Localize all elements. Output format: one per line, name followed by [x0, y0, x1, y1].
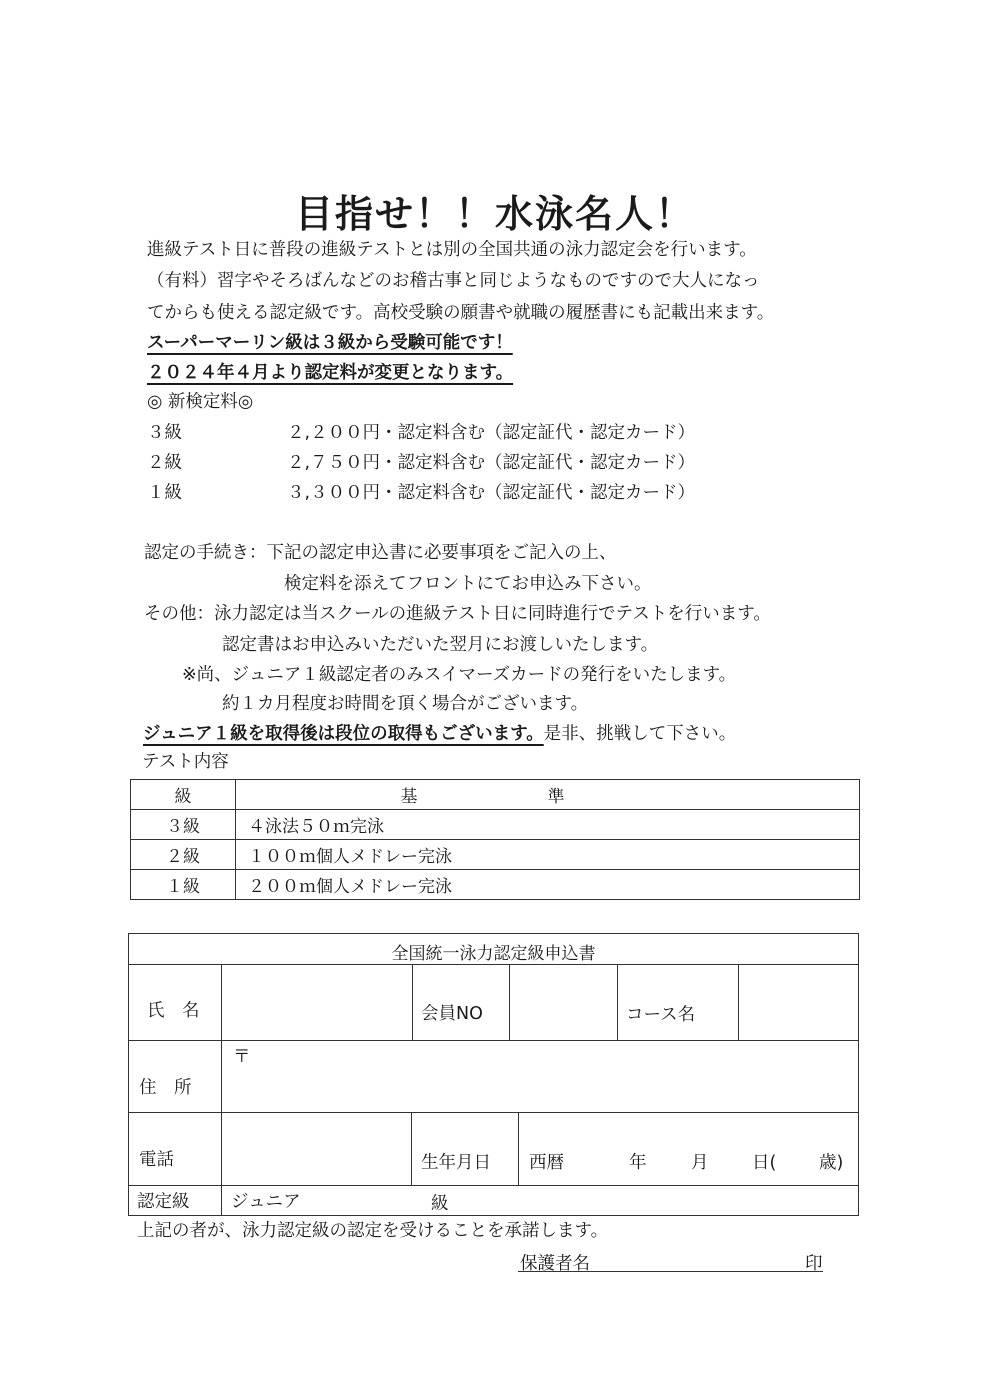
form-divider	[738, 964, 739, 1040]
fee-heading: ◎ 新検定料◎	[147, 392, 254, 412]
name-label: 氏 名	[147, 1001, 200, 1021]
test-table	[130, 779, 860, 900]
form-divider	[129, 1112, 858, 1113]
header-standard: 基準	[236, 780, 860, 810]
highlight-fee-change: ２０２４年４月より認定料が変更となります。	[147, 363, 514, 383]
phone-label: 電話	[139, 1150, 174, 1170]
month-label: 月	[691, 1153, 709, 1173]
course-field[interactable]	[740, 966, 858, 1039]
row-level: ３級	[131, 810, 236, 840]
form-divider	[412, 964, 413, 1040]
junior-note-bold: ジュニア１級を取得後は段位の取得もございます。	[143, 724, 544, 744]
procedure-line-1: 認定の手続き：下記の認定申込書に必要事項をご記入の上、	[144, 543, 617, 563]
postal-mark: 〒	[233, 1047, 251, 1067]
fee-row	[147, 482, 695, 504]
fee-row	[147, 452, 695, 474]
era-label: 西暦	[529, 1153, 564, 1173]
form-divider	[411, 1112, 412, 1185]
other-line-3: ※尚、ジュニア１級認定者のみスイマーズカードの発行をいたします。	[182, 665, 737, 685]
row-standard: ２００ｍ個人メドレー完泳	[236, 870, 860, 900]
header-level: 級	[131, 780, 236, 810]
form-title: 全国統一泳力認定級申込書	[391, 944, 596, 964]
form-divider	[509, 964, 510, 1040]
fee-level: １級	[147, 483, 182, 503]
form-divider	[221, 1185, 222, 1215]
junior-label: ジュニア	[231, 1192, 301, 1212]
form-divider	[129, 1040, 858, 1041]
address-field[interactable]	[223, 1042, 858, 1111]
birth-label: 生年月日	[421, 1153, 491, 1173]
row-standard: １００ｍ個人メドレー完泳	[236, 840, 860, 870]
fee-text: ３,３００円・認定料含む（認定証代・認定カード）	[287, 483, 696, 503]
procedure-line-2: 検定料を添えてフロントにてお申込み下さい。	[284, 574, 652, 594]
fee-text: ２,２００円・認定料含む（認定証代・認定カード）	[287, 423, 696, 443]
test-content-label: テスト内容	[142, 752, 229, 772]
fee-level: ２級	[147, 453, 182, 473]
junior-note-rest: 是非、挑戦して下さい。	[543, 724, 737, 744]
kyu-label: 級	[431, 1194, 449, 1214]
other-line-2: 認定書はお申込みいただいた翌月にお渡しいたします。	[222, 635, 659, 655]
intro-line-1: 進級テスト日に普段の進級テストとは別の全国共通の泳力認定会を行います。	[147, 240, 757, 260]
guardian-signature-line[interactable]	[518, 1271, 823, 1272]
other-line-1: その他：泳力認定は当スクールの進級テスト日に同時進行でテストを行います。	[144, 604, 771, 624]
fee-row	[147, 422, 695, 444]
row-standard: ４泳法５０ｍ完泳	[236, 810, 860, 840]
form-divider	[221, 1040, 222, 1112]
junior-note	[143, 723, 736, 745]
address-label: 住 所	[139, 1078, 192, 1098]
page-title: 目指せ！！水泳名人！	[294, 192, 695, 236]
year-label: 年	[629, 1153, 647, 1173]
guardian-label: 保護者名	[520, 1254, 590, 1274]
member-no-field[interactable]	[511, 966, 616, 1039]
form-divider	[221, 964, 222, 1040]
form-divider	[129, 964, 858, 965]
intro-line-2: （有料）習字やそろばんなどのお稽古事と同じようなものですので大人になっ	[147, 271, 760, 291]
form-divider	[129, 1185, 858, 1186]
day-label: 日(	[752, 1153, 777, 1173]
consent-text: 上記の者が、泳力認定級の認定を受けることを承諾します。	[137, 1221, 609, 1241]
application-form	[128, 933, 859, 1216]
intro-line-3: てからも使える認定級です。高校受験の願書や就職の履歴書にも記載出来ます。	[147, 303, 775, 323]
seal-label: 印	[805, 1254, 823, 1274]
form-divider	[221, 1112, 222, 1185]
form-divider	[617, 964, 618, 1040]
highlight-super-marlin: スーパーマーリン級は３級から受験可能です！	[147, 333, 513, 353]
phone-field[interactable]	[223, 1114, 410, 1184]
row-level: ２級	[131, 840, 236, 870]
member-no-label: 会員NO	[421, 1004, 483, 1024]
course-label: コース名	[626, 1005, 696, 1025]
fee-text: ２,７５０円・認定料含む（認定証代・認定カード）	[287, 453, 696, 473]
other-line-4: 約１カ月程度お時間を頂く場合がございます。	[222, 694, 589, 714]
age-label: 歳)	[819, 1153, 844, 1173]
name-field[interactable]	[223, 966, 411, 1039]
table-row	[131, 870, 860, 900]
table-header-row	[131, 780, 860, 810]
form-divider	[518, 1112, 519, 1185]
fee-level: ３級	[147, 423, 182, 443]
row-level: １級	[131, 870, 236, 900]
table-row	[131, 840, 860, 870]
table-row	[131, 810, 860, 840]
grade-label: 認定級	[137, 1192, 190, 1212]
